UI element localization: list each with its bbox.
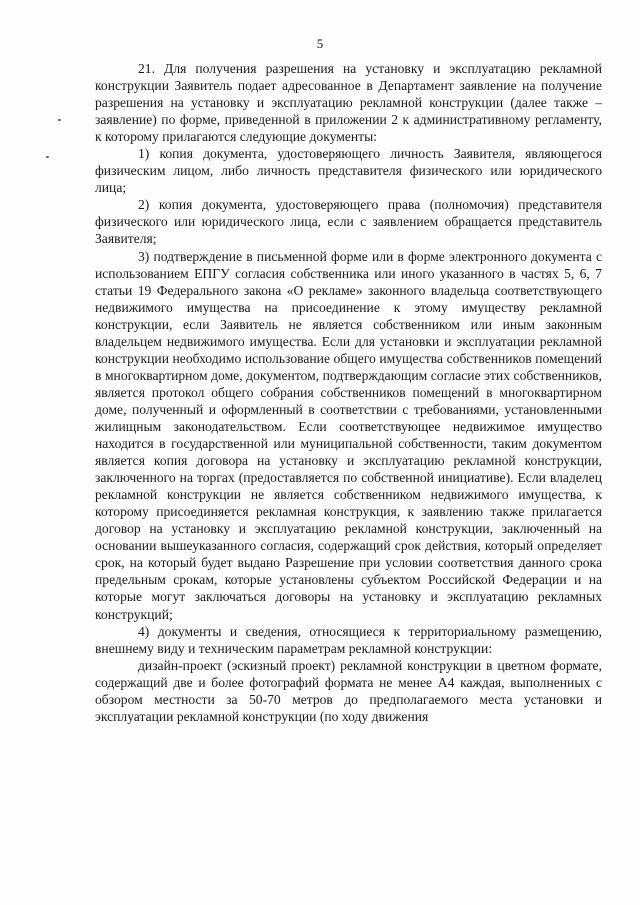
paragraph-21-intro: 21. Для получения разрешения на установку и эксплуатацию рекламной конструкции Заявитель подает адресованное в Департамент заявление на получение разрешения на установку и эксплуатацию рекламной конструкции (далее также – заявление) по форме, приведенной в приложении 2 к административному регламенту, к которому прилагаются следующие документы: (95, 61, 602, 145)
page-number: 5 (316, 36, 324, 51)
scan-speck (58, 119, 61, 121)
paragraph-design-project: дизайн-проект (эскизный проект) рекламной конструкции в цветном формате, содержащий две и более фотографий формата не менее А4 каждая, выполненных с обзором местности за 50-70 метров до предполагаемого места установки и эксплуатации рекламной конструкции (по ходу движения (95, 657, 602, 724)
paragraph-item-3: 3) подтверждение в письменной форме или в форме электронного документа с использованием ЕПГУ согласия собственника или иного указанного в частях 5, 6, 7 статьи 19 Федерального закона «О рекламе» законного владельца соответствующего недвижимого имущества на присоединение к этому имуществу рекламной конструкции, если Заявитель не является собственником или иным законным владельцем недвижимого имущества. Если для установки и эксплуатации рекламной конструкции необходимо использование общего имущества собственников помещений в многоквартирном доме, документом, подтверждающим согласие этих собственников, является протокол общего собрания собственников помещений в многоквартирном доме, полученный и оформленный в соответствии с требованиями, установленными жилищным законодательством. Если соответствующее недвижимое имущество находится в государственной или муниципальной собственности, таким документом является копия договора на установку и эксплуатацию рекламной конструкции, заключенного на торгах (предоставляется по собственной инициативе). Если владелец рекламной конструкции не является собственником недвижимого имущества, к которому присоединяется рекламная конструкция, к заявлению также прилагается договор на установку и эксплуатацию рекламной конструкции, заключенный на основании вышеуказанного согласия, содержащий срок действия, который определяет срок, на который будет выдано Разрешение при условии соответствия данного срока предельным срокам, которые установлены субъектом Российской Федерации и на которые могут заключаться договоры на установку и эксплуатацию рекламных конструкций; (95, 248, 602, 622)
paragraph-item-1: 1) копия документа, удостоверяющего личность Заявителя, являющегося физическим лицом, либо личность представителя физического или юридического лица; (95, 146, 602, 196)
document-body (95, 60, 602, 725)
paragraph-item-4: 4) документы и сведения, относящиеся к территориальному размещению, внешнему виду и техническим параметрам рекламной конструкции: (95, 623, 602, 656)
paragraph-item-2: 2) копия документа, удостоверяющего права (полномочия) представителя физического или юридического лица, если с заявлением обращается представитель Заявителя; (95, 197, 602, 247)
scan-speck (46, 156, 49, 158)
